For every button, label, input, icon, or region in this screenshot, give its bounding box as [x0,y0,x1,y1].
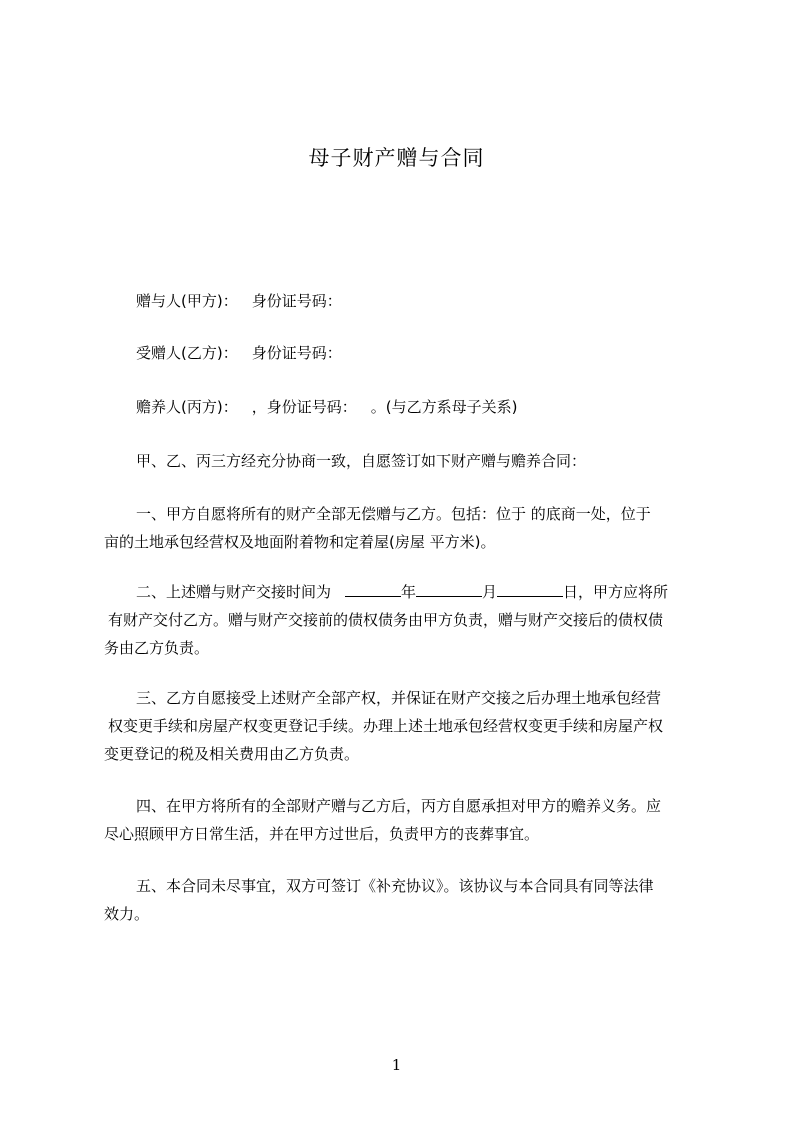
preamble: 甲、乙、丙三方经充分协商一致，自愿签订如下财产赠与赡养合同： [136,452,587,470]
day-blank [497,582,563,597]
clause-3 [104,684,704,768]
clause-4-line-2: 尽心照顾甲方日常生活，并在甲方过世后，负责甲方的丧葬事宜。 [104,825,540,843]
supporter-label: 赡养人(丙方)： [136,398,238,416]
clause-1-line-1: 一、甲方自愿将所有的财产全部无偿赠与乙方。包括：位于 的底商一处，位于 [136,505,651,523]
donee-line [136,339,342,367]
donee-label: 受赠人(乙方)： [136,344,238,362]
supporter-id-label: ，身份证号码： [251,398,357,416]
clause-1-line-2: 亩的土地承包经营权及地面附着物和定着屋(房屋 平方米)。 [104,533,496,551]
clause-3-line-3: 变更登记的税及相关费用由乙方负责。 [104,745,360,763]
year-blank [345,582,401,597]
clause-1 [104,500,704,556]
donor-line [136,287,342,315]
month-label: 月 [482,583,498,601]
clause-2 [104,578,704,662]
clause-2-line-3: 务由乙方负责。 [104,639,210,657]
clause-4 [104,792,704,848]
clause-2-line-1 [104,578,704,606]
supporter-line [136,393,517,421]
year-label: 年 [401,583,417,601]
donor-id-label: 身份证号码： [251,292,342,310]
contract-title: 母子财产赠与合同 [308,146,485,170]
supporter-note: 。(与乙方系母子关系) [370,398,518,416]
clause-4-line-1: 四、在甲方将所有的全部财产赠与乙方后，丙方自愿承担对甲方的赡养义务。应 [136,797,662,815]
page-number: 1 [391,1056,402,1074]
clause-5-line-2: 效力。 [104,905,150,923]
donor-label: 赠与人(甲方)： [136,292,238,310]
clause-5-line-1: 五、本合同未尽事宜，双方可签订《补充协议》。该协议与本合同具有同等法律 [136,877,654,895]
clause-2-line-2: 有财产交付乙方。赠与财产交接前的债权债务由甲方负责，赠与财产交接后的债权债 [108,611,664,629]
clause-5 [104,872,704,928]
day-suffix: 日，甲方应将所 [563,583,669,601]
clause-3-line-2: 权变更手续和房屋产权变更登记手续。办理上述土地承包经营权变更手续和房屋产权 [108,717,664,735]
donee-id-label: 身份证号码： [251,344,342,362]
month-blank [416,582,482,597]
clause-2-prefix: 二、上述赠与财产交接时间为 [136,583,332,601]
clause-3-line-1: 三、乙方自愿接受上述财产全部产权，并保证在财产交接之后办理土地承包经营 [136,689,662,707]
